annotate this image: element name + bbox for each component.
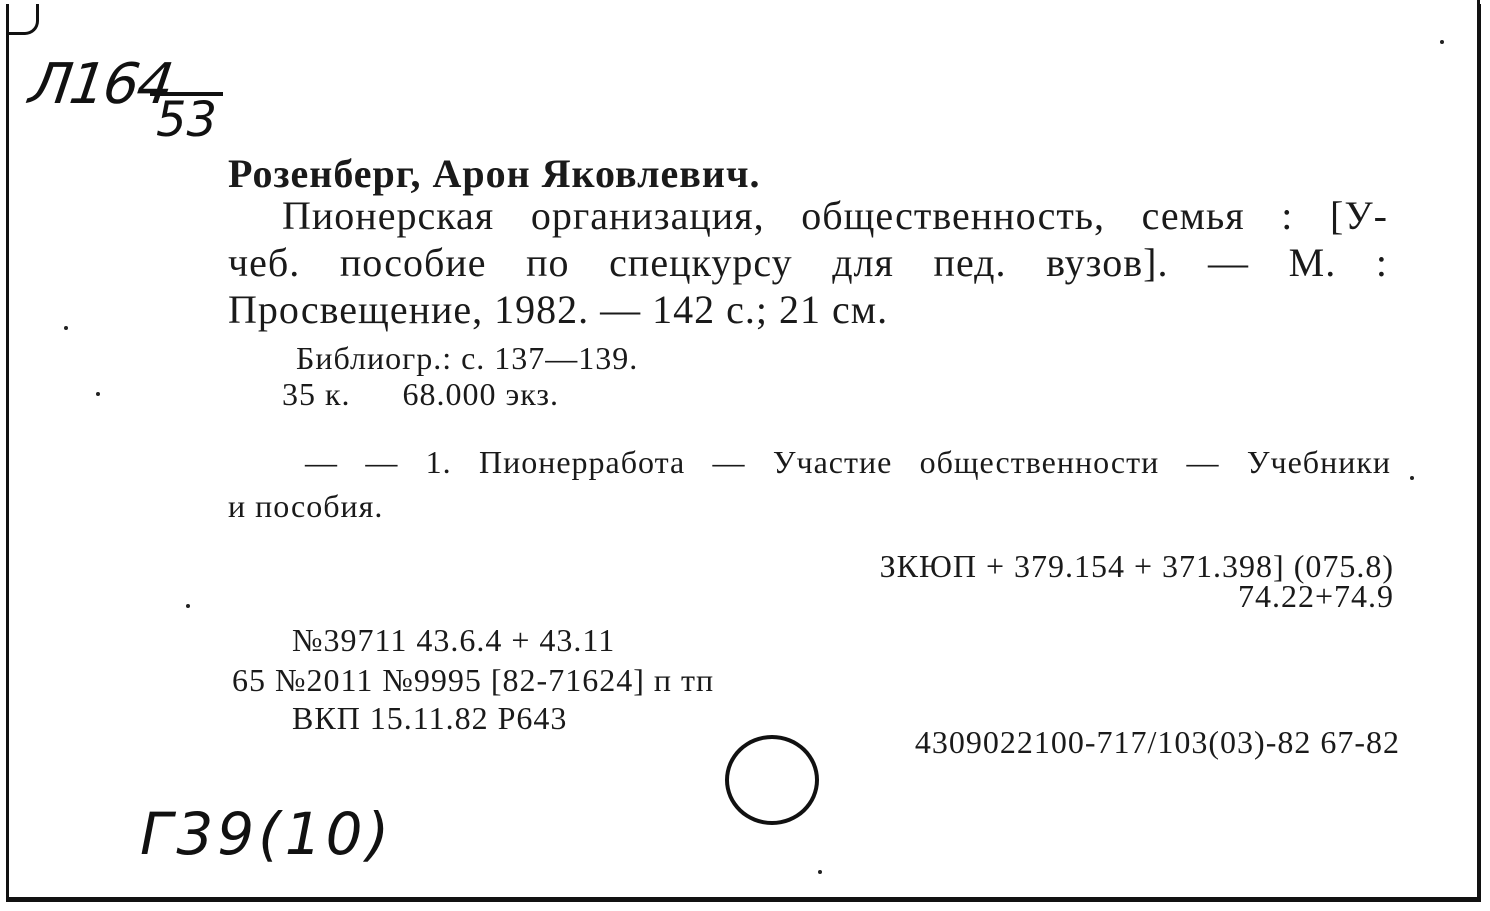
subject-heading-line-2: и пособия. [228, 488, 384, 524]
title-line-1: Пионерская организация, общественность, семья : [У- [282, 193, 1388, 238]
classification-index-line-1: ЗКЮП + 379.154 + 371.398] (075.8) [879, 548, 1394, 584]
catalog-line-3: ВКП 15.11.82 Р643 [292, 700, 568, 736]
speck [64, 326, 68, 330]
card-corner-mark [6, 4, 39, 35]
circle-stamp-icon [725, 735, 819, 825]
bibliography-note: Библиогр.: с. 137—139. [296, 340, 639, 376]
speck [96, 392, 100, 396]
title-line-3: Просвещение, 1982. — 142 с.; 21 см. [228, 287, 889, 332]
title-line-2: чеб. пособие по спецкурсу для пед. вузов]. — М. : [228, 240, 1388, 285]
card-edge-mark [1468, 0, 1480, 50]
catalog-line-1: №39711 43.6.4 + 43.11 [292, 622, 616, 658]
print-run: 68.000 экз. [402, 376, 560, 412]
speck [1410, 476, 1414, 480]
price-line [282, 376, 559, 413]
handwritten-classification: Г39(10) [140, 800, 394, 868]
catalog-line-2: 65 №2011 №9995 [82-71624] п тп [232, 662, 715, 698]
speck [1440, 40, 1444, 44]
speck [818, 870, 822, 874]
shelf-subnumber: 53 [150, 92, 223, 144]
author-heading: Розенберг, Арон Яковлевич. [228, 151, 761, 196]
subject-heading-line-1: — — 1. Пионерработа — Участие общественности — Учебники [305, 444, 1391, 480]
shelf-number: Л164 [25, 52, 176, 117]
classification-index-line-2: 74.22+74.9 [1237, 578, 1394, 614]
speck [186, 604, 190, 608]
publication-code: 4309022100-717/103(03)-82 67-82 [914, 724, 1400, 760]
price: 35 к. [282, 376, 351, 412]
